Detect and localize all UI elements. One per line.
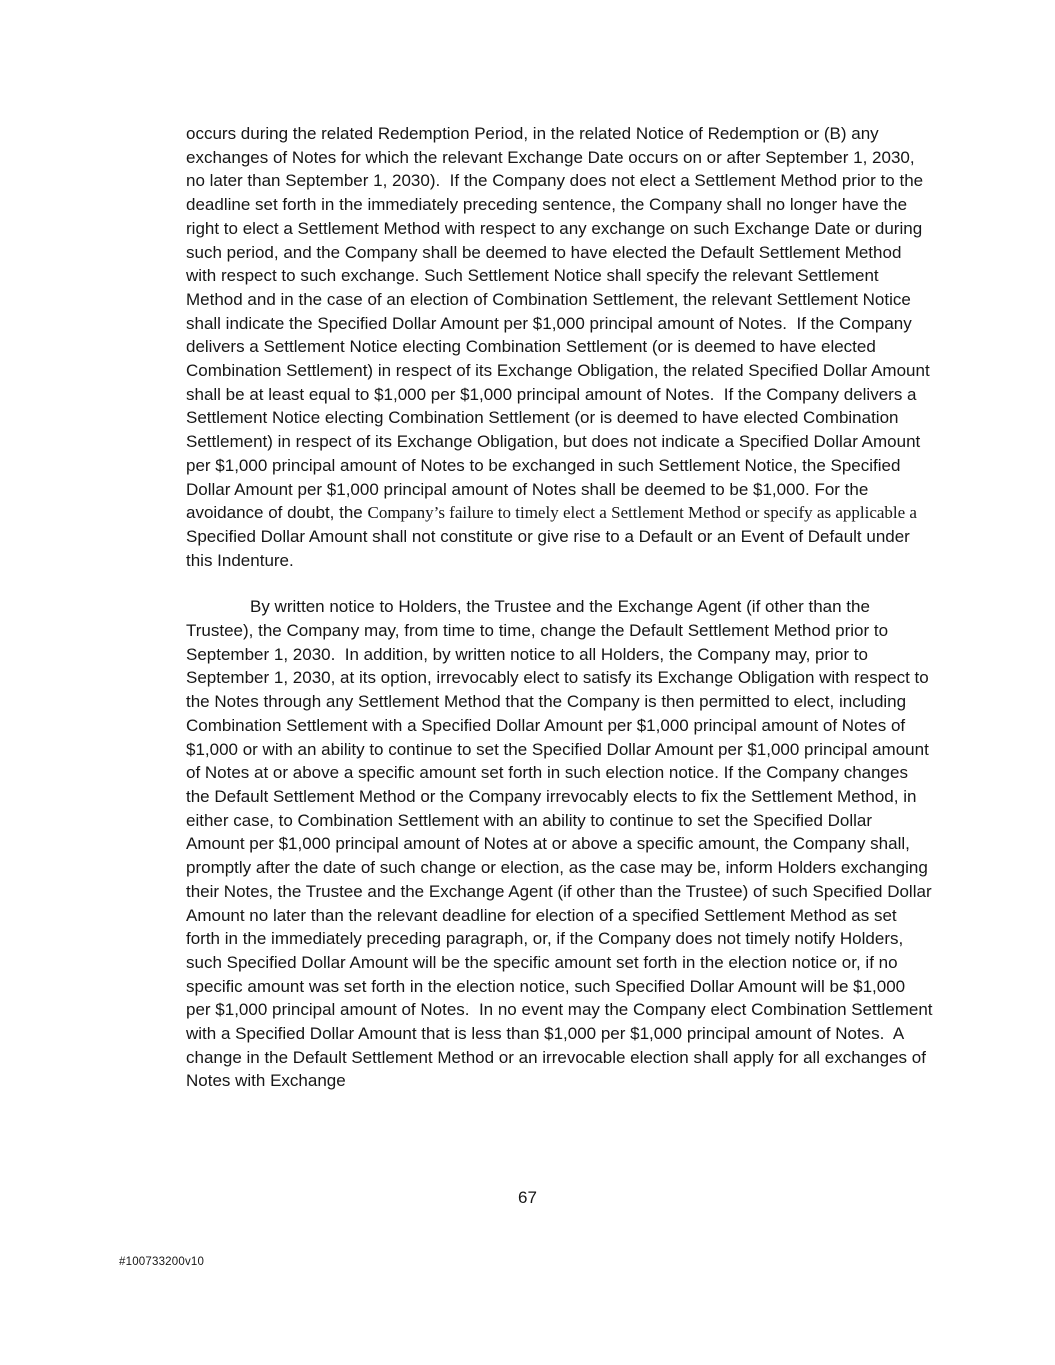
text-segment: occurs during the related Redemption Period, in the related Notice of Redemption or (B) any exchanges of Notes for which the relevant Exchange Date occurs on or after September 1, 2030, no later than September 1, 2030). If the Company does not elect a Settlement Method prior to the deadline set forth in the immediately preceding sentence, the Company shall no longer have the right to elect a Settlement Method with respect to any exchange on such Exchange Date or during such period, and the Company shall be deemed to have elected the Default Settlement Method with respect to such exchange. Such Settlement Notice shall specify the relevant Settlement Method and in the case of an election of Combination Settlement, the relevant Settlement Notice shall indicate the Specified Dollar Amount per $1,000 principal amount of Notes. If the Company delivers a Settlement Notice electing Combination Settlement (or is deemed to have elected Combination Settlement) in respect of its Exchange Obligation, the related Specified Dollar Amount shall be at least equal to $1,000 per $1,000 principal amount of Notes. If the Company delivers a Settlement Notice electing Combination Settlement (or is deemed to have elected Combination Settlement) in respect of its Exchange Obligation, but does not indicate a Specified Dollar Amount per $1,000 principal amount of Notes to be exchanged in such Settlement Notice, the Specified Dollar Amount per $1,000 principal amount of Notes shall be deemed to be $1,000. For the avoidance of doubt, the bbox=[186, 124, 935, 523]
paragraph bbox=[186, 595, 938, 1093]
text-segment: By written notice to Holders, the Trustee and the Exchange Agent (if other than the Trustee), the Company may, from time to time, change the Default Settlement Method prior to September 1, 2030. In addition, by written notice to all Holders, the Company may, prior to September 1, 2030, at its option, irrevocably elect to satisfy its Exchange Obligation with respect to the Notes through any Settlement Method that the Company is then permitted to elect, including Combination Settlement with a Specified Dollar Amount per $1,000 principal amount of Notes of $1,000 or with an ability to continue to set the Specified Dollar Amount per $1,000 principal amount of Notes at or above a specific amount set forth in such election notice. If the Company changes the Default Settlement Method or the Company irrevocably elects to fix the Settlement Method, in either case, to Combination Settlement with an ability to continue to set the Specified Dollar Amount per $1,000 principal amount of Notes at or above a specific amount, the Company shall, promptly after the date of such change or election, as the case may be, inform Holders exchanging their Notes, the Trustee and the Exchange Agent (if other than the Trustee) of such Specified Dollar Amount no later than the relevant deadline for election of a specified Settlement Method as set forth in the immediately preceding paragraph, or, if the Company does not timely notify Holders, such Specified Dollar Amount will be the specific amount set forth in the election notice or, if no specific amount was set forth in the election notice, such Specified Dollar Amount will be $1,000 per $1,000 principal amount of Notes. In no event may the Company elect Combination Settlement with a Specified Dollar Amount that is less than $1,000 per $1,000 principal amount of Notes. A change in the Default Settlement Method or an irrevocable election shall apply for all exchanges of Notes with Exchange bbox=[186, 597, 938, 1091]
text-segment: Company’s failure to timely elect a Settlement Method or specify as applicable a bbox=[367, 503, 922, 523]
document-body bbox=[186, 122, 938, 1093]
paragraph bbox=[186, 122, 934, 572]
document-version-stamp: #100733200v10 bbox=[119, 1256, 205, 1268]
page-number: 67 bbox=[518, 1188, 537, 1207]
text-segment: Specified Dollar Amount shall not constitute or give rise to a Default or an Event of Default under this Indenture. bbox=[186, 526, 915, 570]
